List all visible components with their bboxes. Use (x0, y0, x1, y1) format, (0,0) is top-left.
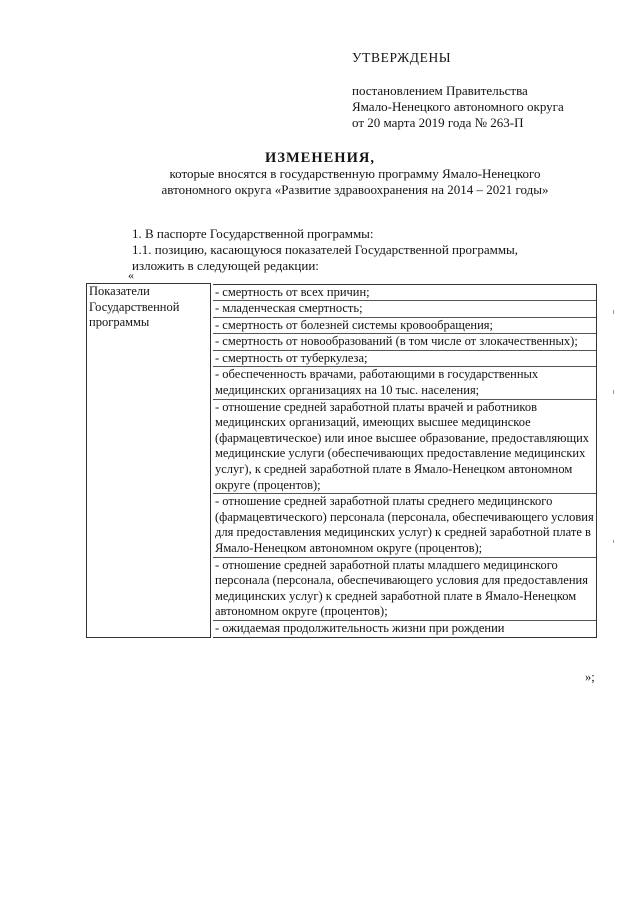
paragraph-1-1-line-2: изложить в следующей редакции: (132, 258, 319, 273)
label-line-2: Государственной (89, 299, 180, 314)
closing-quote: »; (585, 670, 595, 684)
indicator-item: - младенческая смертность; (213, 301, 596, 318)
approval-block (352, 50, 612, 131)
subtitle-line-2: автономного округа «Развитие здравоохранения на 2014 – 2021 годы» (161, 182, 549, 197)
document-title: ИЗМЕНЕНИЯ, (265, 150, 375, 166)
approval-line-date: от 20 марта 2019 года № 263-П (352, 115, 524, 130)
subtitle-line-1: которые вносятся в государственную программу Ямало-Ненецкого (169, 166, 541, 181)
indicator-item: - обеспеченность врачами, работающими в государственных медицинских организациях на 10 тыс. населения; (213, 367, 596, 399)
indicator-item: - смертность от болезней системы кровообращения; (213, 318, 596, 335)
indicators-list-cell (211, 284, 597, 638)
approval-line-decree: постановлением Правительства (352, 83, 528, 98)
margin-scan-mark (613, 540, 614, 543)
indicators-label-cell (87, 284, 211, 638)
indicator-item: - отношение средней заработной платы младшего медицинского персонала (персонала, обеспечивающего условия для предоставления медицинских услуг) к средней заработной плате в Ямало-Ненецком автономном округе (процентов); (213, 558, 596, 621)
margin-scan-mark (613, 310, 614, 314)
indicator-item: - отношение средней заработной платы врачей и работников медицинских организаций, имеющих высшее медицинское (фармацевтическое) или иное высшее образование, предоставляющих медицинские услуги (обеспечивающих предоставление медицинских услуг), к средней заработной плате в Ямало-Ненецком автономном округе (процентов); (213, 400, 596, 495)
indicator-item: - отношение средней заработной платы среднего медицинского (фармацевтического) персонала (персонала, обеспечивающего условия для предоставления медицинских услуг) к средней заработной плате в Ямало-Ненецком автономном округе (процентов); (213, 494, 596, 557)
paragraph-1-1-line-1: 1.1. позицию, касающуюся показателей Государственной программы, (132, 242, 519, 257)
indicators-table (86, 283, 597, 638)
label-line-3: программы (89, 315, 150, 330)
document-subtitle (0, 166, 640, 198)
approval-title: УТВЕРЖДЕНЫ (352, 50, 452, 65)
indicator-item: - смертность от новообразований (в том числе от злокачественных); (213, 334, 596, 351)
approval-line-region: Ямало-Ненецкого автономного округа (352, 99, 564, 114)
label-line-1: Показатели (89, 284, 150, 298)
indicator-item: - смертность от туберкулеза; (213, 351, 596, 368)
paragraph-1: 1. В паспорте Государственной программы: (132, 226, 374, 241)
opening-quote: « (128, 268, 134, 282)
margin-scan-mark (613, 390, 614, 394)
indicator-item: - смертность от всех причин; (213, 284, 596, 302)
indicator-item: - ожидаемая продолжительность жизни при рождении (213, 621, 596, 638)
